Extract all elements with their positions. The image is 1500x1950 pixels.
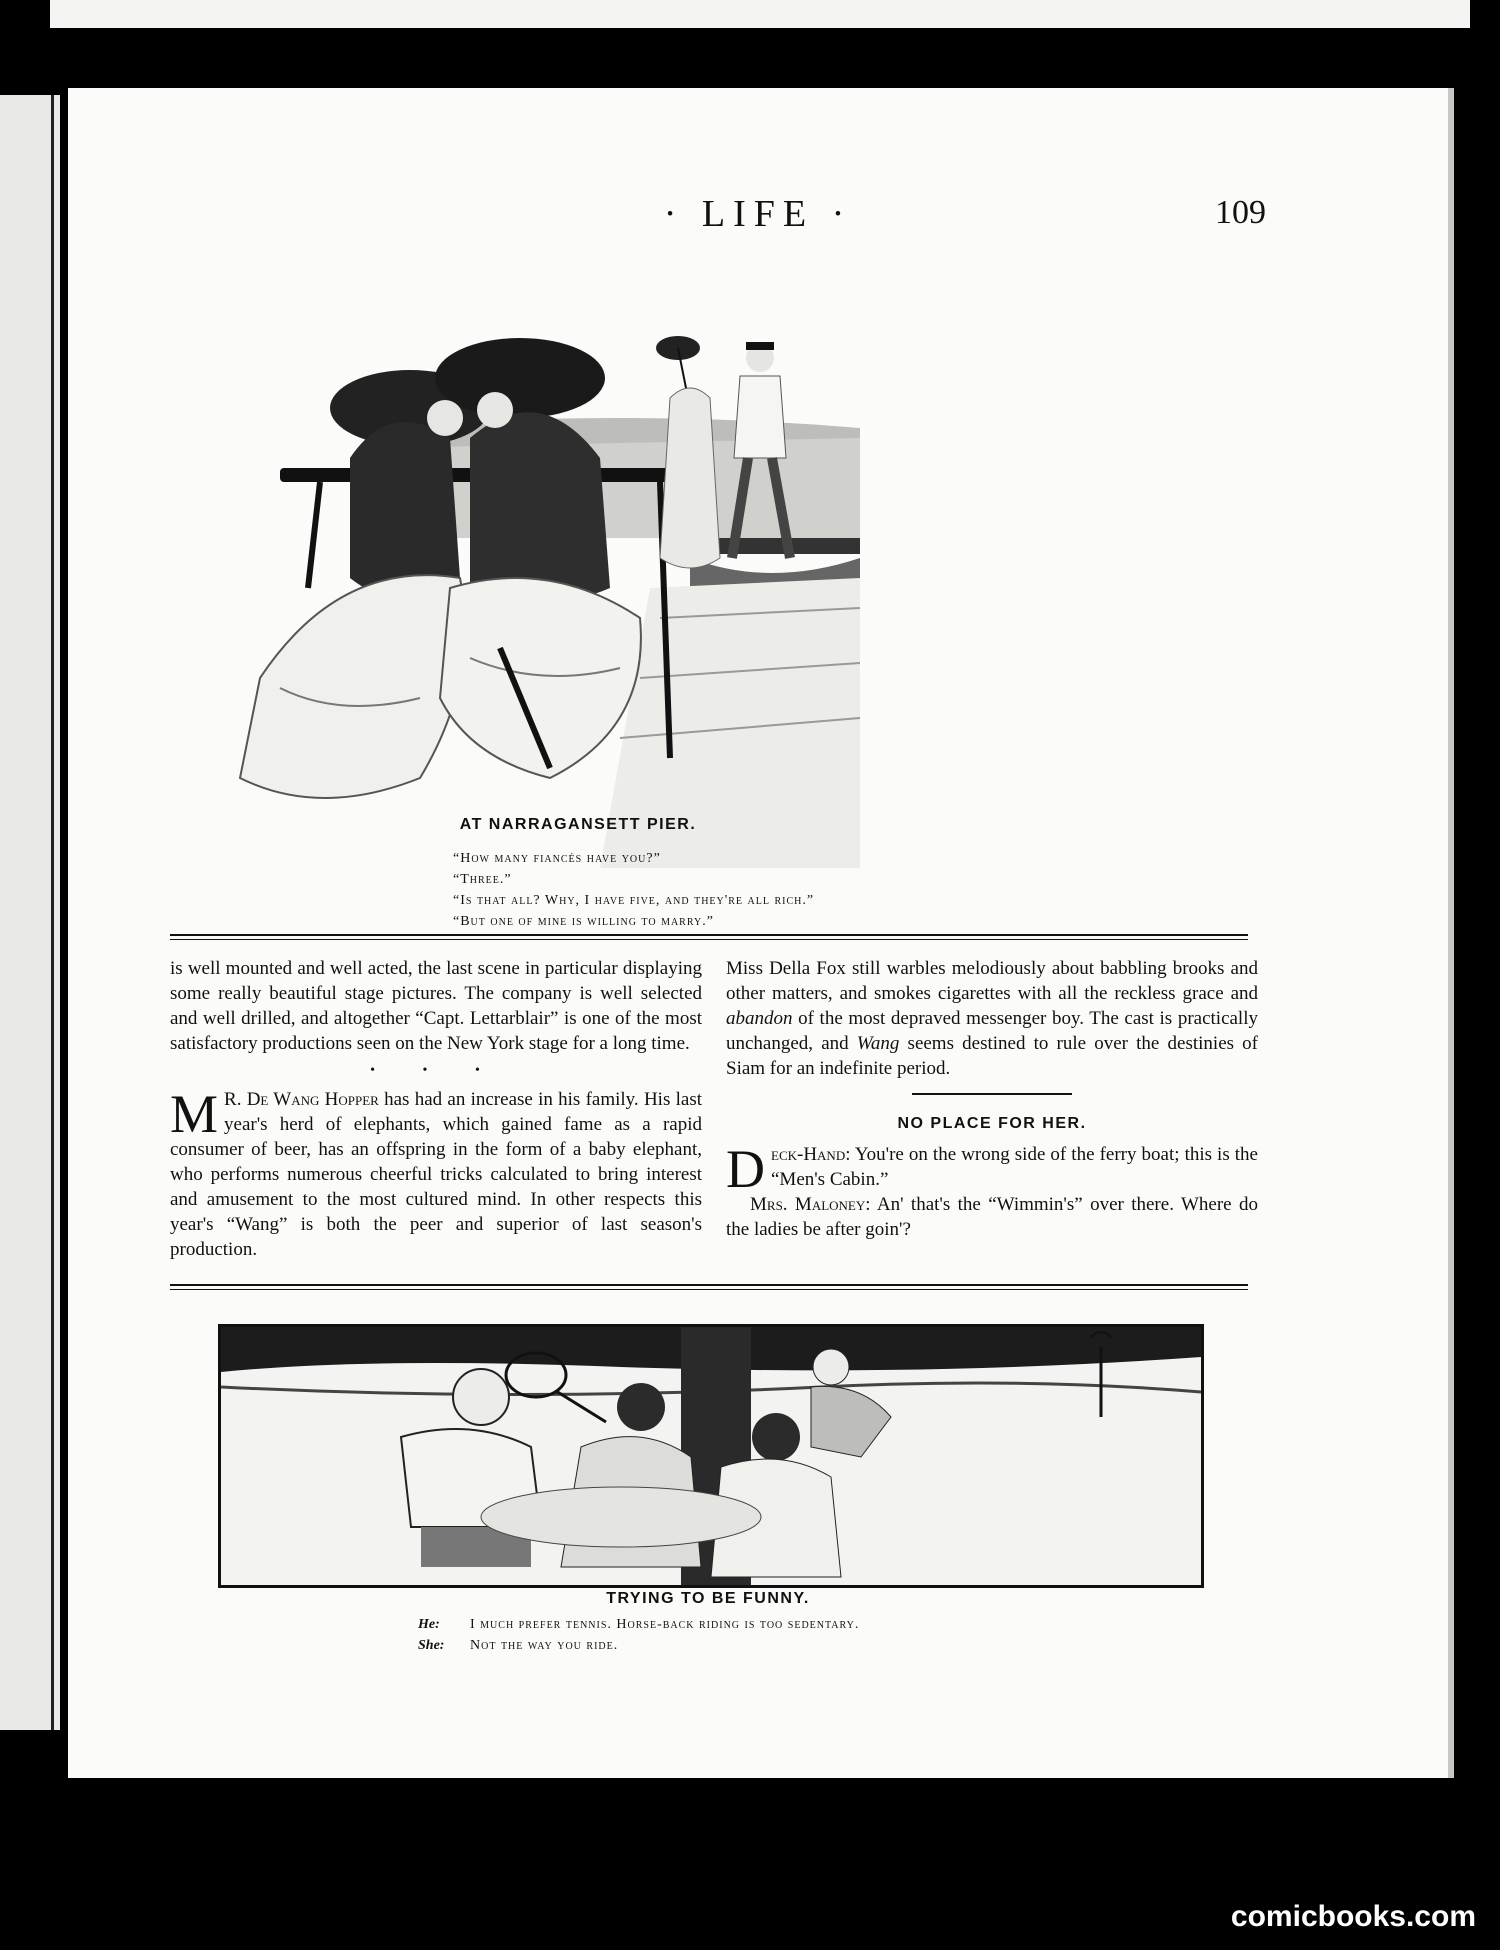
tennis-illustration [218,1324,1204,1588]
name-smallcaps: R. De Wang Hopper [224,1089,379,1110]
speaker-smallcaps: Mrs. Maloney: [750,1194,871,1215]
masthead: · LIFE · [663,193,853,235]
italic-text: abandon [726,1008,793,1029]
short-rule [912,1093,1072,1095]
page-number: 109 [1215,194,1266,231]
facing-page-edge [0,95,60,1730]
tennis-scene-drawing [221,1327,1201,1585]
dialogue-line: “Is that all? Why, I have five, and they're all rich.” [453,893,815,908]
review-paragraph: is well mounted and well acted, the last scene in particular displaying some really beautiful stage pictures. The company is well selected and well drilled, and altogether “Capt. Lettarblair” is one of the most satisfactory productions seen on the New York stage for a long time. [170,958,702,1054]
hopper-paragraph [170,1084,702,1262]
text-run: seems destined to rule over the destinies of Siam for an indefinite period. [726,1033,1258,1079]
dialogue-line [418,1614,859,1635]
section-dots: • • • [370,1063,502,1078]
tennis-dialogue [418,1614,859,1656]
dialogue-line: “Three.” [453,872,512,887]
speaker-label: He: [418,1617,440,1632]
speaker-label: She: [418,1638,445,1653]
della-fox-paragraph [726,956,1258,1081]
drop-cap: M [170,1084,219,1144]
dialogue-line: “But one of mine is willing to marry.” [453,914,714,929]
joke-title: NO PLACE FOR HER. [897,1115,1087,1132]
dialogue-line [418,1635,859,1656]
drop-cap: D [726,1139,765,1199]
italic-text: Wang [856,1033,900,1054]
dialogue-text: Not the way you ride. [470,1638,619,1653]
speaker-smallcaps: eck-Hand: [771,1144,851,1165]
deckhand-line [726,1139,1258,1199]
illustration-caption-title: AT NARRAGANSETT PIER. [459,816,697,833]
left-column [170,956,702,1262]
illustration-dialogue [453,848,814,932]
text-run: You're on the wrong side of the ferry boat; this is the “Men's Cabin.” [771,1144,1258,1190]
text-run: Miss Della Fox still warbles melodiously about babbling brooks and other matters, and smokes cigarettes with all the reckless grace and [726,958,1258,1004]
paragraph-text: has had an increase in his family. His last year's herd of elephants, which gained fame as a rapid consumer of beer, has an offspring in the form of a baby elephant, who performs numerous cheerful tricks calculated to bring interest and amusement to the most cultured mind. In other respects this year's “Wang” is both the peer and superior of last season's production. [170,1089,702,1260]
right-column [726,956,1258,1242]
dialogue-text: I much prefer tennis. Horse-back riding is too sedentary. [470,1617,860,1632]
magazine-page [68,88,1448,1778]
dialogue-line: “How many fiancés have you?” [453,851,661,866]
site-watermark: comicbooks.com [1230,1900,1476,1933]
section-divider [170,1284,1248,1290]
maloney-line [726,1192,1258,1242]
pier-illustration [220,258,860,868]
illustration-caption-title: TRYING TO BE FUNNY. [606,1590,810,1607]
text-run: of the most depraved messenger boy. The cast is practically unchanged, and [726,1008,1258,1054]
text-run: An' that's the “Wimmin's” over there. Where do the ladies be after goin'? [726,1194,1258,1240]
page-edge-shadow [1448,88,1454,1778]
adjacent-page-strip [50,0,1470,28]
section-divider [170,934,1248,940]
